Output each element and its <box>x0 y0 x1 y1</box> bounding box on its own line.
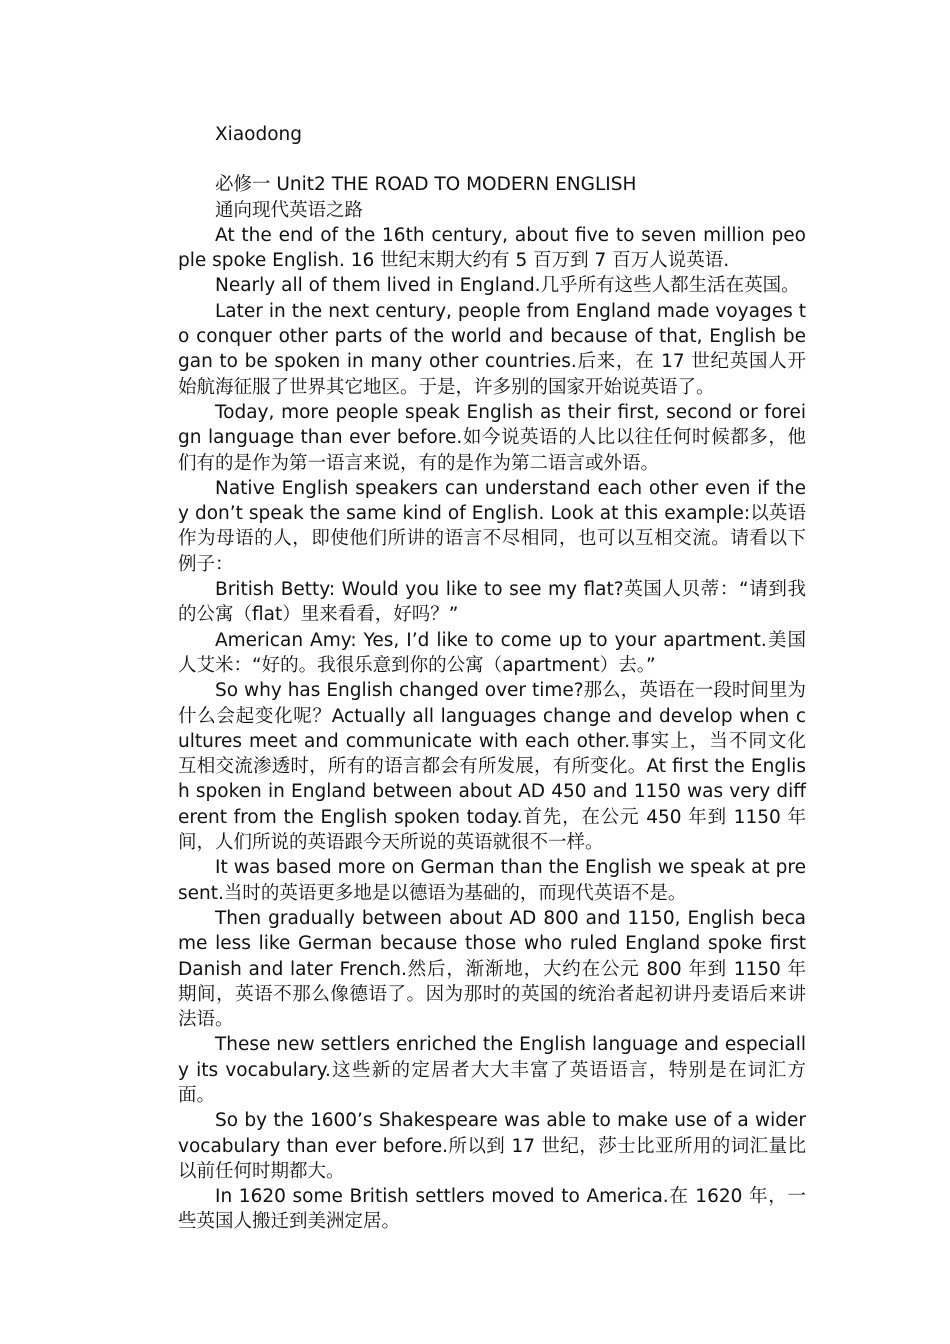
document-subtitle: 通向现代英语之路 <box>215 199 364 221</box>
paragraph: Nearly all of them lived in England.几乎所有这些人都生活在英国。 <box>215 275 800 297</box>
paragraph: So why has English changed over time?那么，英语在一段时间里为什么会起变化呢？Actually all languages change and develop when cultures meet and communicate with each other.事实上，当不同文化互相交流渗透时，所有的语言都会有所发展，有所变化。At first the English spoken in England between about AD 450 and 1150 was very different from the English spoken today.首先，在公元 450 年到 1150 年间，人们所说的英语跟今天所说的英语就很不一样。 <box>178 680 806 854</box>
paragraph: Today, more people speak English as their first, second or foreign language than ever before.如今说英语的人比以往任何时候都多，他们有的是作为第一语言来说，有的是作为第二语言或外语。 <box>178 401 806 474</box>
paragraph: So by the 1600’s Shakespeare was able to make use of a wider vocabulary than ever before.所以到 17 世纪，莎士比亚所用的词汇量比以前任何时期都大。 <box>178 1110 806 1182</box>
paragraph: Later in the next century, people from England made voyages to conquer other parts of the world and because of that, English began to be spoken in many other countries.后来，在 17 世纪英国人开始航海征服了世界其它地区。于是，许多别的国家开始说英语了。 <box>178 300 806 398</box>
document-title: 必修一 Unit2 THE ROAD TO MODERN ENGLISH <box>215 174 637 196</box>
paragraph: Then gradually between about AD 800 and 1150, English became less like German because those who ruled England spoke first Danish and later French.然后，渐渐地，大约在公元 800 年到 1150 年期间，英语不那么像德语了。因为那时的英国的统治者起初讲丹麦语后来讲法语。 <box>178 907 806 1031</box>
paragraph: It was based more on German than the English we speak at present.当时的英语更多地是以德语为基础的，而现代英语不是。 <box>178 857 806 904</box>
document-page <box>178 122 806 1235</box>
paragraph: British Betty: Would you like to see my flat?英国人贝蒂：“请到我的公寓（flat）里来看看，好吗？” <box>178 579 806 626</box>
paragraph: Native English speakers can understand each other even if they don’t speak the same kind of English. Look at this example:以英语作为母语的人，即使他们所讲的语言不尽相同，也可以互相交流。请看以下例子： <box>178 477 806 575</box>
paragraph: These new settlers enriched the English language and especially its vocabulary.这些新的定居者大大丰富了英语语言，特别是在词汇方面。 <box>178 1034 806 1106</box>
author-name: Xiaodong <box>215 124 302 145</box>
paragraph: At the end of the 16th century, about five to seven million people spoke English. 16 世纪末期大约有 5 百万到 7 百万人说英语. <box>178 224 806 272</box>
paragraph: In 1620 some British settlers moved to America.在 1620 年，一些英国人搬迁到美洲定居。 <box>178 1186 806 1233</box>
paragraph: American Amy: Yes, I’d like to come up to your apartment.美国人艾米：“好的。我很乐意到你的公寓（apartment）去。” <box>178 629 806 676</box>
